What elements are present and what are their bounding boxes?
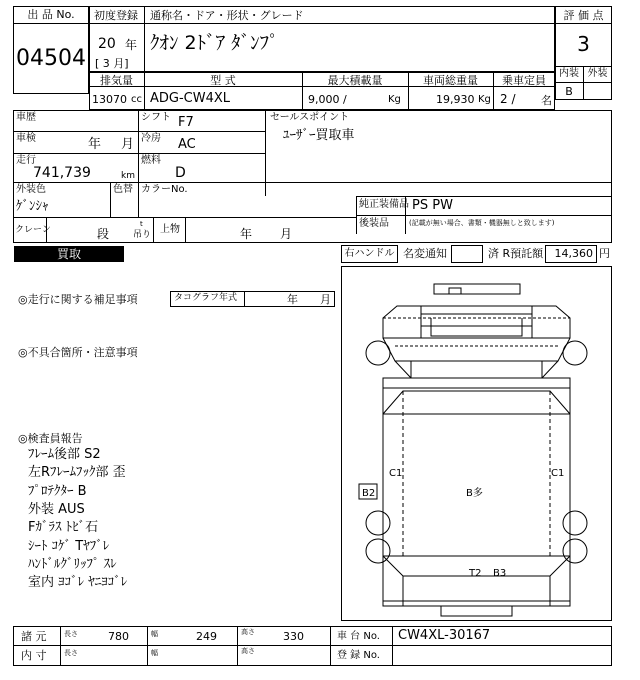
crane-stage: 段 bbox=[97, 227, 110, 241]
inspector-line: 左Rﾌﾚｰﾑﾌｯｸ部 歪 bbox=[28, 465, 126, 480]
equipment-label: 純正装備品 bbox=[359, 199, 409, 210]
ac-label: 冷房 bbox=[141, 133, 161, 144]
purchase-badge-label: 買取 bbox=[56, 247, 81, 261]
tacho-label: タコグラフ年式 bbox=[174, 293, 238, 303]
first-reg-year-unit: 年 bbox=[125, 38, 138, 52]
inspector-line: ﾊﾝﾄﾞﾙｸﾞﾘｯﾌﾟ ｽﾚ bbox=[28, 557, 117, 572]
color-label: 外装色 bbox=[16, 184, 46, 195]
fuel-value: D bbox=[175, 165, 186, 181]
type-label: 型 式 bbox=[210, 74, 236, 87]
displacement-unit: cc bbox=[131, 94, 142, 105]
inspector-line: Fｶﾞﾗｽ ﾄﾋﾞ石 bbox=[28, 520, 99, 535]
color-no-label: カラーNo. bbox=[141, 184, 188, 195]
mileage-value: 741,739 bbox=[33, 165, 91, 181]
damage-mark: T2 bbox=[469, 568, 482, 579]
score-label: 評 価 点 bbox=[563, 9, 604, 22]
lot-number: 04504 bbox=[16, 46, 86, 71]
width-value: 249 bbox=[196, 630, 217, 643]
damage-mark: C1 bbox=[551, 468, 565, 479]
sales-point-value: ﾕｰｻﾞｰ買取車 bbox=[283, 128, 355, 143]
right-hand-label: 右ハンドル bbox=[344, 248, 395, 259]
inspection-month: 月 bbox=[121, 137, 135, 152]
score-value: 3 bbox=[577, 32, 590, 56]
length-value: 780 bbox=[108, 630, 129, 643]
truck-diagram bbox=[341, 266, 612, 621]
type-value: ADG-CW4XL bbox=[150, 91, 231, 106]
inspector-title: ◎検査員報告 bbox=[18, 432, 83, 445]
body-month: 月 bbox=[280, 227, 293, 241]
body-label: 上物 bbox=[160, 224, 180, 235]
interior-label: 内装 bbox=[559, 68, 579, 79]
first-reg-month: [ 3 月] bbox=[95, 57, 129, 70]
gross-weight-value: 19,930 bbox=[436, 93, 475, 106]
crane-label: クレーン bbox=[15, 225, 51, 235]
damage-mark: B3 bbox=[493, 568, 507, 579]
capacity-unit: 名 bbox=[541, 94, 552, 107]
inspector-line: 外装 AUS bbox=[28, 502, 85, 517]
exterior-label: 外装 bbox=[587, 68, 608, 79]
gross-weight-label: 車両総重量 bbox=[423, 74, 478, 87]
length-label: 長さ bbox=[64, 630, 78, 638]
model-name: ｸｵﾝ 2ﾄﾞｱ ﾀﾞﾝﾌﾟ bbox=[150, 32, 279, 54]
max-load-value: 9,000 / bbox=[308, 93, 347, 106]
inspection-year: 年 bbox=[88, 137, 102, 152]
first-reg-year: 20 bbox=[98, 36, 116, 52]
chassis-value: CW4XL-30167 bbox=[398, 628, 491, 643]
crane-lift: 吊り bbox=[133, 230, 152, 240]
chassis-label: 車 台 No. bbox=[337, 631, 380, 642]
recycle-unit: 円 bbox=[599, 247, 610, 260]
width-label: 幅 bbox=[151, 630, 158, 638]
inspector-line: ﾌﾚｰﾑ後部 S2 bbox=[28, 447, 101, 462]
registration-label: 登 録 No. bbox=[337, 650, 380, 661]
shift-label: シフト bbox=[141, 112, 171, 123]
aftermarket-label: 後装品 bbox=[359, 218, 389, 229]
height-value: 330 bbox=[283, 630, 304, 643]
dims-label: 諸 元 bbox=[21, 630, 47, 643]
name-change-label: 名変通知 bbox=[403, 247, 447, 260]
equipment-value: PS PW bbox=[412, 198, 453, 213]
damage-mark: B2 bbox=[362, 488, 376, 499]
aftermarket-note: (記載が無い場合、書類・機器無しと致します) bbox=[409, 219, 555, 227]
inner-length-label: 長さ bbox=[64, 649, 78, 657]
damage-mark: C1 bbox=[389, 468, 403, 479]
color-value: ｹﾞﾝｼｬ bbox=[16, 199, 49, 214]
inner-width-label: 幅 bbox=[151, 649, 158, 657]
inner-dims-label: 内 寸 bbox=[21, 649, 47, 662]
displacement-value: 13070 bbox=[92, 93, 127, 106]
fuel-label: 燃料 bbox=[141, 155, 161, 166]
recycle-label: 済 R預託額 bbox=[488, 247, 544, 260]
tacho-year: 年 bbox=[287, 293, 298, 306]
name-change-box bbox=[451, 245, 483, 263]
displacement-label: 排気量 bbox=[100, 74, 133, 87]
first-reg-label: 初度登録 bbox=[94, 9, 138, 22]
driving-notes-title: ◎走行に関する補足事項 bbox=[18, 293, 138, 306]
history-label: 車歴 bbox=[16, 112, 36, 123]
capacity-label: 乗車定員 bbox=[502, 74, 546, 87]
recycle-amount: 14,360 bbox=[554, 247, 593, 260]
model-header: 通称名・ドア・形状・グレード bbox=[150, 9, 304, 22]
height-label: 高さ bbox=[241, 628, 255, 636]
gross-weight-unit: Kg bbox=[478, 94, 491, 105]
inspector-line: ｼｰﾄ ｺｹﾞ Tﾔﾌﾞﾚ bbox=[28, 539, 110, 554]
max-load-label: 最大積載量 bbox=[327, 74, 383, 87]
lot-label: 出 品 No. bbox=[27, 8, 75, 21]
tacho-month: 月 bbox=[320, 293, 331, 306]
ac-value: AC bbox=[178, 137, 196, 152]
shift-value: F7 bbox=[178, 115, 194, 130]
color-code-label: 色替 bbox=[113, 184, 133, 195]
inspector-line: 室内 ﾖｺﾞﾚ ﾔﾆﾖｺﾞﾚ bbox=[28, 575, 128, 590]
sales-point-label: セールスポイント bbox=[270, 112, 350, 123]
footer-box bbox=[13, 626, 612, 666]
crane-ton: t bbox=[140, 220, 143, 228]
inspection-label: 車検 bbox=[16, 133, 36, 144]
capacity-value: 2 / bbox=[500, 92, 516, 106]
defects-title: ◎不具合箇所・注意事項 bbox=[18, 346, 138, 359]
mileage-label: 走行 bbox=[16, 155, 36, 166]
inspector-line: ﾌﾟﾛﾃｸﾀｰ B bbox=[28, 484, 87, 499]
interior-grade: B bbox=[565, 85, 573, 98]
body-year: 年 bbox=[240, 227, 253, 241]
mileage-unit: km bbox=[121, 171, 135, 181]
inner-height-label: 高さ bbox=[241, 647, 255, 655]
damage-mark: B多 bbox=[466, 488, 483, 499]
max-load-unit: Kg bbox=[388, 94, 401, 105]
